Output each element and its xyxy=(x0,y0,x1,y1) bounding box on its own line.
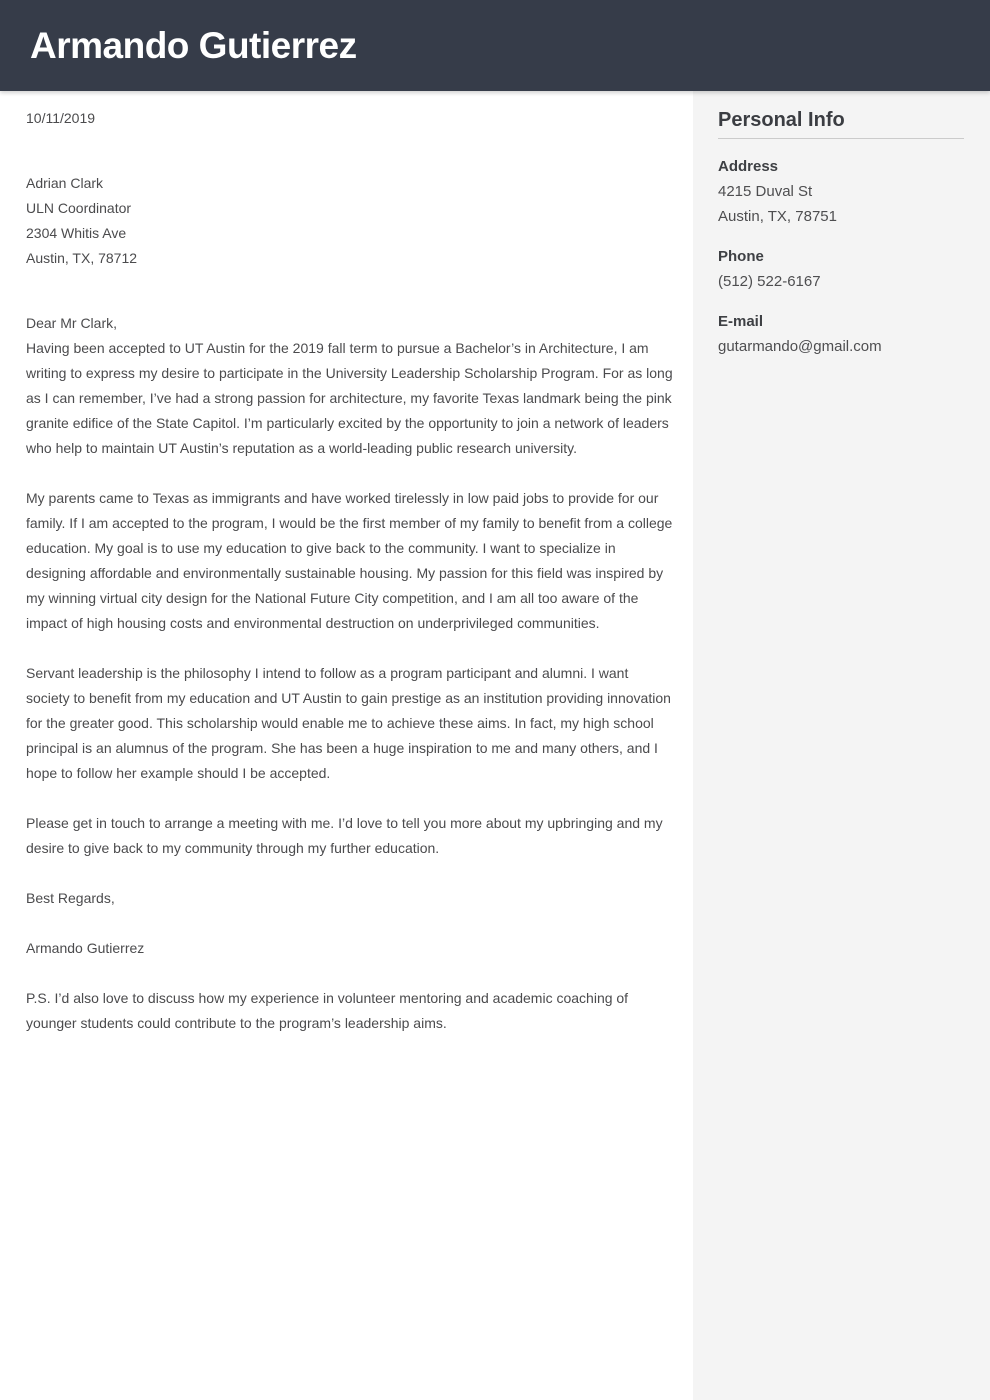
letter-text xyxy=(26,311,673,1036)
address-city: Austin, TX, 78751 xyxy=(718,208,837,225)
phone-number: (512) 522-6167 xyxy=(718,273,821,290)
paragraph-leadership: Servant leadership is the philosophy I intend to follow as a program participant and alumni. I want society to benefit from my education and UT Austin to gain prestige as an institution providing innovation for the greater good. This scholarship would enable me to achieve these aims. In fact, my high school principal is an alumnus of the program. She has been a huge inspiration to me and many others, and I hope to follow her example should I be accepted. xyxy=(26,665,671,781)
sidebar-section-phone xyxy=(718,244,964,294)
email-address: gutarmando@gmail.com xyxy=(718,338,882,355)
paragraph-intro: Having been accepted to UT Austin for the 2019 fall term to pursue a Bachelor’s in Architecture, I am writing to express my desire to participate in the University Leadership Scholarship Program. For as long as I can remember, I’ve had a strong passion for architecture, my favorite Texas landmark being the pink granite edifice of the State Capitol. I’m particularly excited by the opportunity to join a network of leaders who help to maintain UT Austin’s reputation as a world-leading public research university. xyxy=(26,340,673,456)
letter-column xyxy=(0,91,693,1400)
sidebar-title: Personal Info xyxy=(718,109,964,139)
recipient-name: Adrian Clark xyxy=(26,175,104,191)
closing: Best Regards, xyxy=(26,890,115,906)
phone-label: Phone xyxy=(718,248,764,265)
document-body xyxy=(0,91,990,1400)
document-header xyxy=(0,0,990,91)
letter-date: 10/11/2019 xyxy=(26,110,96,126)
recipient-street: 2304 Whitis Ave xyxy=(26,225,127,241)
paragraph-background: My parents came to Texas as immigrants and have worked tirelessly in low paid jobs to provide for our family. If I am accepted to the program, I would be the first member of my family to benefit from a college education. My goal is to use my education to give back to the community. I want to specialize in designing affordable and environmentally sustainable housing. My passion for this field was inspired by my winning virtual city design for the National Future City competition, and I am all too aware of the impact of high housing costs and environmental destruction on underprivileged communities. xyxy=(26,490,673,631)
paragraph-call-to-action: Please get in touch to arrange a meeting with me. I’d love to tell you more about my upbringing and my desire to give back to my community through my further education. xyxy=(26,815,663,856)
recipient-block xyxy=(26,171,673,271)
signature-name: Armando Gutierrez xyxy=(26,940,145,956)
address-street: 4215 Duval St xyxy=(718,183,813,200)
address-label: Address xyxy=(718,158,779,175)
applicant-name-title: Armando Gutierrez xyxy=(30,25,357,66)
email-label: E-mail xyxy=(718,313,764,330)
recipient-city: Austin, TX, 78712 xyxy=(26,250,138,266)
sidebar-section-address xyxy=(718,154,964,229)
postscript: P.S. I’d also love to discuss how my experience in volunteer mentoring and academic coaching of younger students could contribute to the program’s leadership aims. xyxy=(26,990,629,1031)
sidebar-section-email xyxy=(718,309,964,359)
personal-info-sidebar xyxy=(693,91,990,1400)
recipient-role: ULN Coordinator xyxy=(26,200,132,216)
salutation: Dear Mr Clark, xyxy=(26,315,118,331)
